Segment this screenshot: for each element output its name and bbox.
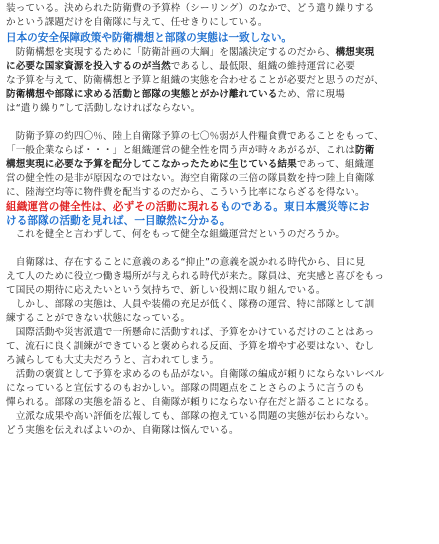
text-line <box>6 102 433 116</box>
text-line <box>6 326 433 340</box>
text-segment: であって、組織運 <box>296 159 375 170</box>
text-segment: に必要な国家資源を投入するのが当然 <box>6 61 171 72</box>
text-line <box>6 46 433 60</box>
text-line <box>6 396 433 410</box>
text-segment: 立派な成果や高い評価を広報しても、部隊の抱えている問題の実態が伝わらない。 <box>6 411 375 422</box>
text-segment: しかし、部隊の実態は、人員や装備の充足が低く、隊務の運営、特に部隊として訓 <box>6 299 375 310</box>
text-segment: 防衛 <box>354 145 375 156</box>
section-heading <box>6 30 433 46</box>
text-segment: 日本の安全保障政策や防衛構想と部隊の実態は一致しない。 <box>6 32 293 44</box>
text-segment: になっていると宣伝するのもおかしい。部隊の問題点をことさらのように言うのも <box>6 383 365 394</box>
text-segment: ける部隊の活動を見れば、一目瞭然に分かる。 <box>6 215 231 227</box>
text-line <box>6 60 433 74</box>
text-segment: 活動の褒賞として予算を求めるのも品がない。自衛隊の編成が頼りにならないレベル <box>6 369 385 380</box>
text-line <box>6 340 433 354</box>
text-segment: な予算を与えて、防衛構想と予算と組織の実態を合わせることが必要だと思うのだが、 <box>6 75 384 86</box>
text-line <box>6 2 433 16</box>
text-segment: 防衛予算の約四〇％、陸上自衛隊予算の七〇％弱が人件糧食費であることをもって、 <box>6 131 384 142</box>
text-segment: ろ減らしても大丈夫だろうと、言われてしまう。 <box>6 355 220 366</box>
text-segment: 憚られる。部隊の実態を語ると、自衛隊が頼りにならない存在だと語ることになる。 <box>6 397 375 408</box>
text-segment: 構想実現に必要な予算を配分してこなかったために生じている結果 <box>6 159 297 170</box>
text-line <box>6 368 433 382</box>
text-segment: 組織運営の健全性は、必ずその活動に現れる <box>6 201 220 213</box>
text-line <box>6 284 433 298</box>
blank-line <box>6 242 433 256</box>
text-segment: て国民の期待に応えたいという気持ちで、新しい役割に取り組んでいる。 <box>6 285 326 296</box>
text-segment: ものである。 <box>219 201 285 213</box>
text-line <box>6 214 433 228</box>
text-segment: 自衛隊は、存在することに意義のある“抑止”の意義を説かれる時代から、目に見 <box>6 257 366 268</box>
text-line <box>6 424 433 438</box>
document-body <box>6 2 433 438</box>
text-segment: に、陸海空均等に物件費を配当するのだから、こういう比率にならざるを得ない。 <box>6 187 365 198</box>
text-line <box>6 74 433 88</box>
text-line <box>6 186 433 200</box>
text-segment: えて人のために役立つ働き場所が与えられる時代が来た。隊員は、充実感と喜びをもっ <box>6 271 385 282</box>
text-segment: 練することができない状態になっている。 <box>6 313 191 324</box>
text-line <box>6 270 433 284</box>
text-line <box>6 144 433 158</box>
text-line <box>6 354 433 368</box>
text-segment: どう実態を伝えればよいのか、自衛隊は悩んでいる。 <box>6 425 239 436</box>
text-line <box>6 382 433 396</box>
text-segment: 構想実現 <box>335 47 375 58</box>
text-segment: これを健全と言わずして、何をもって健全な組織運営だというのだろうか。 <box>6 229 346 240</box>
text-line <box>6 172 433 186</box>
text-line <box>6 88 433 102</box>
text-segment: は“遣り繰り”して活動しなければならない。 <box>6 103 201 114</box>
text-line <box>6 298 433 312</box>
text-line <box>6 16 433 30</box>
blank-line <box>6 116 433 130</box>
text-segment: 防衛構想や部隊に求める活動と部隊の実態とがかけ離れている <box>6 89 278 100</box>
text-line <box>6 312 433 326</box>
text-line <box>6 200 433 214</box>
text-segment: 装っている。決められた防衛費の予算枠（シーリング）のなかで、どう遣り繰りする <box>6 3 375 14</box>
text-segment: 国際活動や災害派遣で一所懸命に活動すれば、予算をかけているだけのことはあっ <box>6 327 375 338</box>
text-segment: ため、常に現場 <box>277 89 345 100</box>
text-segment: 営の健全性の是非が原因なのではない。海空自衛隊の三倍の隊員数を持つ陸上自衛隊 <box>6 173 375 184</box>
text-segment: であるし、最低限、組織の維持運営に必要 <box>170 61 355 72</box>
text-segment: 防衛構想を実現するために「防衛計画の大綱」を閣議決定するのだから、 <box>6 47 336 58</box>
text-segment: かという課題だけを自衛隊に与えて、任せきりにしている。 <box>6 17 268 28</box>
text-segment: 東日本震災等にお <box>284 201 370 213</box>
text-line <box>6 410 433 424</box>
text-line <box>6 228 433 242</box>
text-segment: て、流石に良く訓練ができていると褒められる反面、予算を増やす必要はない、むし <box>6 341 375 352</box>
text-line <box>6 130 433 144</box>
text-line <box>6 158 433 172</box>
text-segment: 「一般企業ならば・・・」と組織運営の健全性を問う声が時々あがるが、これは <box>6 145 355 156</box>
text-line <box>6 256 433 270</box>
